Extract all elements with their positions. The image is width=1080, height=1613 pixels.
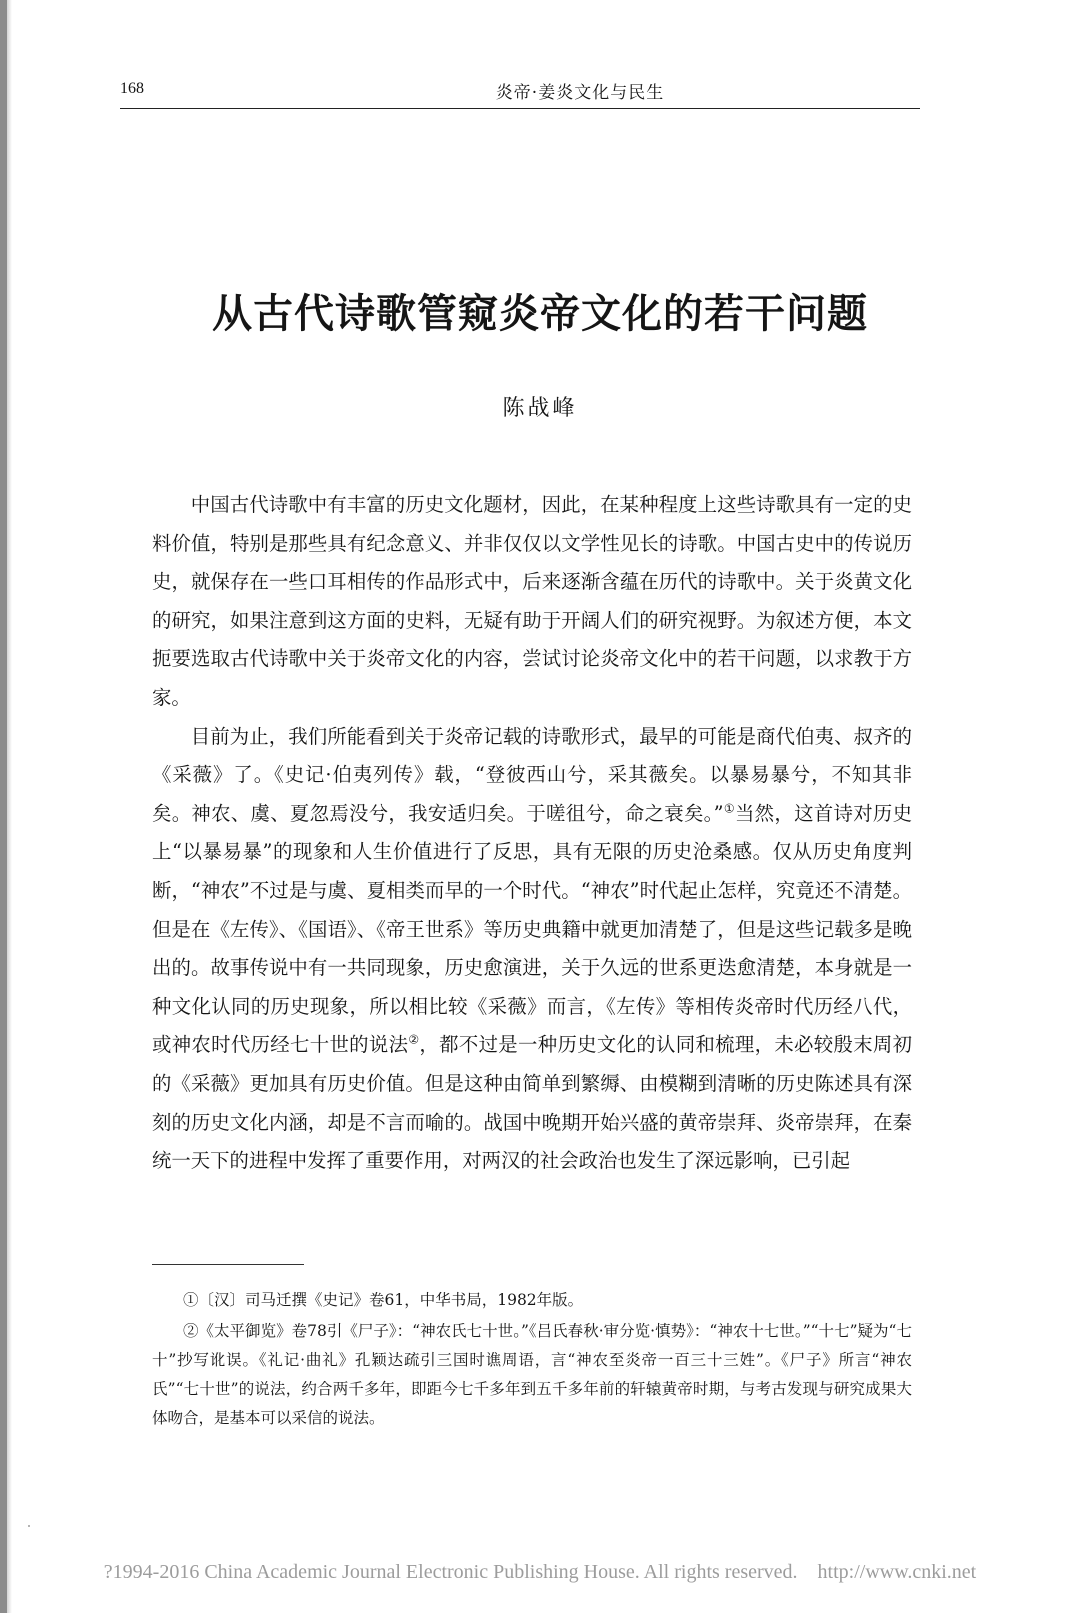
page-left-edge [0,0,7,1613]
page-number: 168 [120,80,144,97]
footnote-1: ①〔汉〕司马迁撰《史记》卷61，中华书局，1982年版。 [183,1291,584,1309]
page-header [120,78,920,108]
paragraph-text: ，都不过是一种历史文化的认同和梳理，未必较殷末周初的《采薇》更加具有历史价值。但是这种由简单到繁缛、由模糊到清晰的历史陈述具有深刻的历史文化内涵，却是不言而喻的。战国中晚期开始兴盛的黄帝崇拜、炎帝崇拜，在秦统一天下的进程中发挥了重要作用，对两汉的社会政治也发生了深远影响，已引起 [152,1033,913,1173]
article-title: 从古代诗歌管窥炎帝文化的若干问题 [212,290,868,337]
paragraph-text: 目前为止，我们所能看到关于炎帝记载的诗歌形式，最早的可能是商代伯夷、叔齐的《采薇》了。《史记·伯夷列传》载，“登彼西山兮，采其薇矣。以暴易暴兮，不知其非矣。神农、虞、夏忽焉没兮，我安适归矣。于嗟徂兮，命之衰矣。” [152,724,912,825]
footnote-ref-1[interactable]: ① [723,801,735,816]
paragraph-text: 当然，这首诗对历史上“以暴易暴”的现象和人生价值进行了反思，具有无限的历史沧桑感。仅从历史角度判断，“神农”不过是与虞、夏相类而早的一个时代。“神农”时代起止怎样，究竟还不清楚。但是在《左传》、《国语》、《帝王世系》等历史典籍中就更加清楚了，但是这些记载多是晚出的。故事传说中有一共同现象，历史愈演进，关于久远的世系更迭愈清楚，本身就是一种文化认同的历史现象，所以相比较《采薇》而言，《左传》等相传炎帝时代历经八代，或神农时代历经七十世的说法 [152,801,912,1057]
paragraph: 中国古代诗歌中有丰富的历史文化题材，因此，在某种程度上这些诗歌具有一定的史料价值，特别是那些具有纪念意义、并非仅仅以文学性见长的诗歌。中国古史中的传说历史，就保存在一些口耳相传的作品形式中，后来逐渐含蕴在历代的诗歌中。关于炎黄文化的研究，如果注意到这方面的史料，无疑有助于开阔人们的研究视野。为叙述方便，本文扼要选取古代诗歌中关于炎帝文化的内容，尝试讨论炎帝文化中的若干问题，以求教于方家。 [152,493,912,709]
page-left-shade [7,0,12,1613]
footnote-ref-2[interactable]: ② [408,1032,420,1047]
footnote-2: ②《太平御览》卷78引《尸子》：“神农氏七十世。”《吕氏春秋·审分览·慎势》：“神农十七世。”“十七”疑为“七十”抄写讹误。《礼记·曲礼》孔颖达疏引三国时谯周语，言“神农至炎帝一百三十三姓”。《尸子》所言“神农氏”“七十世”的说法，约合两千多年，即距今七千多年到五千多年前的轩辕黄帝时期，与考古发现与研究成果大体吻合，是基本可以采信的说法。 [152,1322,912,1427]
scan-dot [28,1525,30,1527]
article-body [152,486,912,1181]
running-title: 炎帝·姜炎文化与民生 [495,83,665,103]
header-rule [120,108,920,109]
footnote-rule [152,1264,304,1265]
article-author: 陈战峰 [502,396,578,421]
footnotes [152,1286,912,1435]
paragraph [152,718,912,1181]
copyright-footer: ?1994-2016 China Academic Journal Electronic Publishing House. All rights reserved. http://www.cnki.net [103,1561,977,1583]
